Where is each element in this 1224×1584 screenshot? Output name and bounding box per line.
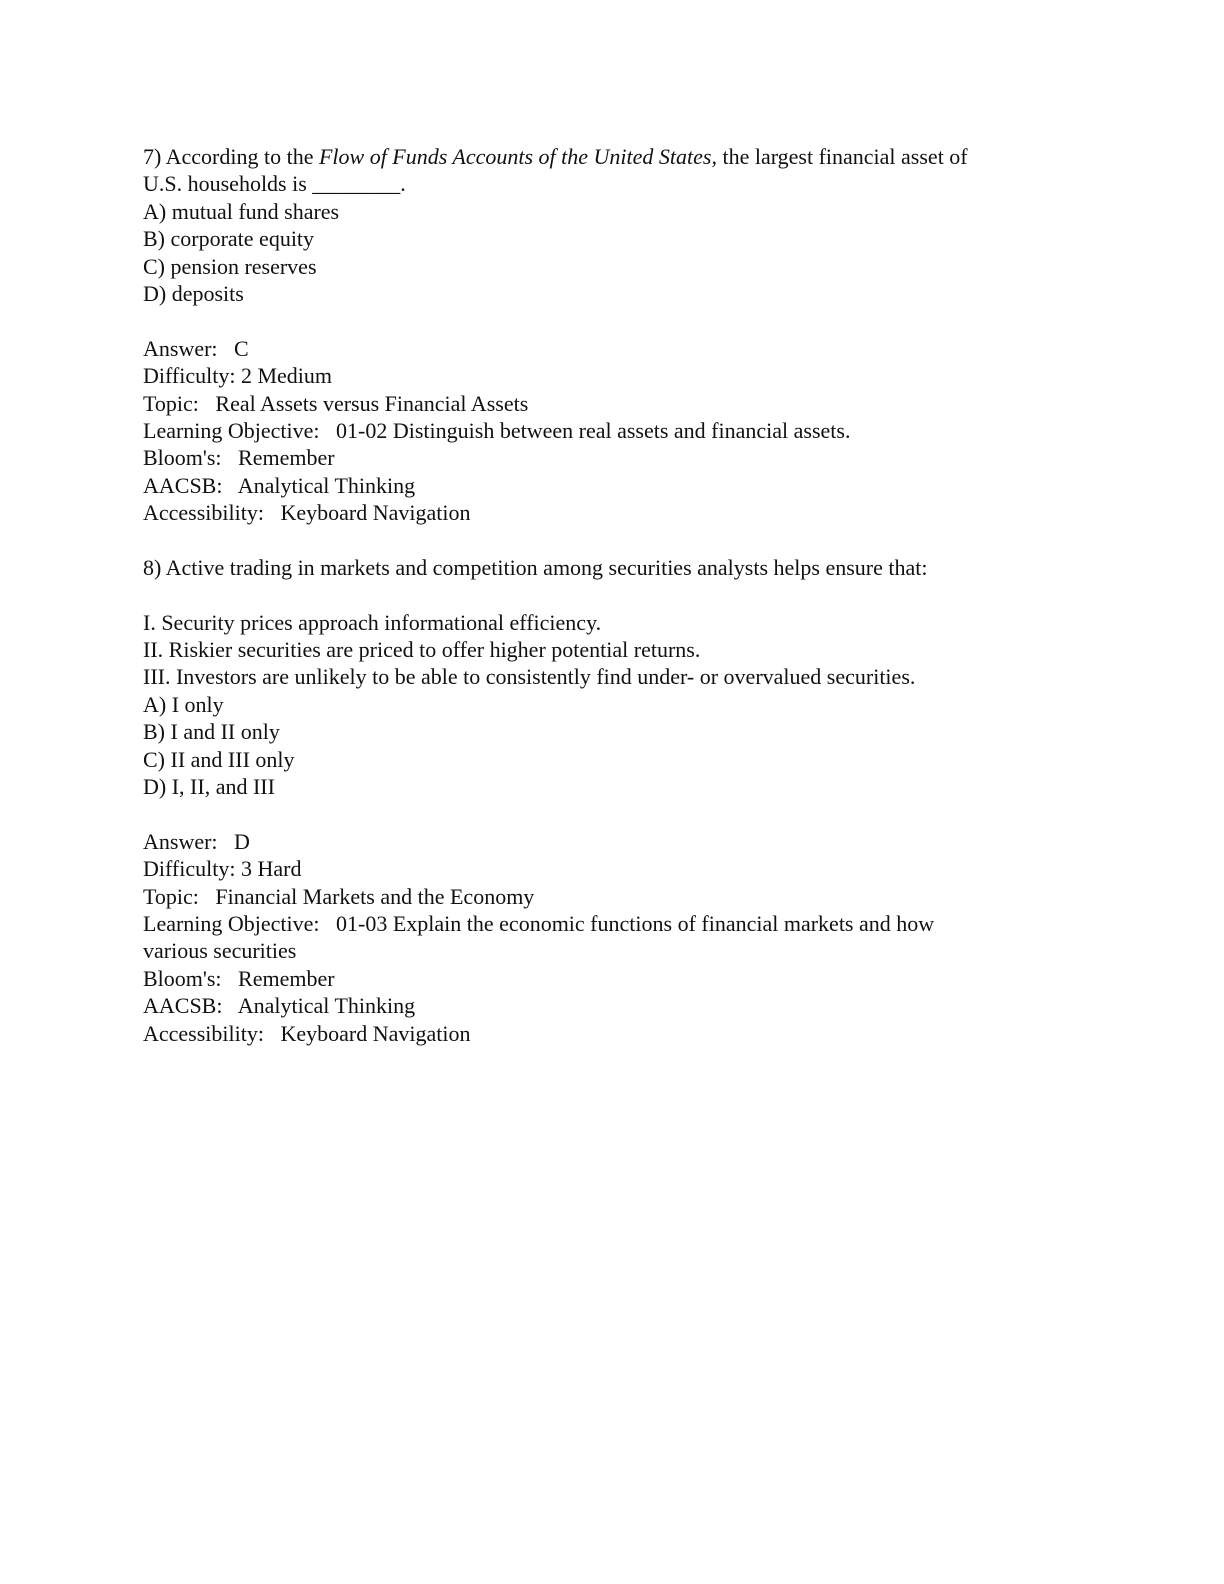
statement: II. Riskier securities are priced to offer higher potential returns. [143, 637, 701, 663]
answer-option: A) mutual fund shares [143, 198, 340, 224]
publication-title: Flow of Funds Accounts of the United States, [318, 144, 717, 169]
aacsb: AACSB: Analytical Thinking [143, 472, 416, 498]
question-7-stem-line2: U.S. households is ________. [143, 171, 406, 197]
answer-key: Answer: D [143, 828, 250, 854]
question-8 [143, 554, 1063, 1047]
answer-option: B) corporate equity [143, 226, 315, 252]
learning-objective: Learning Objective: 01-02 Distinguish between real assets and financial assets. [143, 417, 851, 443]
spacer [143, 800, 1063, 827]
topic: Topic: Financial Markets and the Economy [143, 883, 535, 909]
question-7 [143, 143, 1063, 526]
learning-objective-continued: various securities [143, 938, 297, 964]
answer-option: D) deposits [143, 280, 244, 306]
spacer [143, 526, 1063, 553]
question-8-stem: 8) Active trading in markets and competition among securities analysts helps ensure that: [143, 554, 928, 580]
question-7-stem: 7) According to the Flow of Funds Accounts of the United States, the largest financial asset of [143, 144, 968, 169]
statement: III. Investors are unlikely to be able to consistently find under- or overvalued securities. [143, 664, 916, 690]
answer-option: C) II and III only [143, 746, 295, 772]
difficulty: Difficulty: 3 Hard [143, 856, 302, 882]
difficulty: Difficulty: 2 Medium [143, 363, 333, 389]
answer-option: B) I and II only [143, 719, 280, 745]
answer-key: Answer: C [143, 335, 249, 361]
document-page [143, 143, 1063, 1047]
blooms-level: Bloom's: Remember [143, 965, 335, 991]
aacsb: AACSB: Analytical Thinking [143, 993, 416, 1019]
spacer [143, 307, 1063, 334]
accessibility: Accessibility: Keyboard Navigation [143, 1020, 471, 1046]
answer-option: D) I, II, and III [143, 773, 275, 799]
blooms-level: Bloom's: Remember [143, 445, 335, 471]
topic: Topic: Real Assets versus Financial Assets [143, 390, 529, 416]
answer-option: C) pension reserves [143, 253, 317, 279]
spacer [143, 581, 1063, 608]
statement: I. Security prices approach informational efficiency. [143, 609, 602, 635]
answer-option: A) I only [143, 691, 224, 717]
accessibility: Accessibility: Keyboard Navigation [143, 500, 471, 526]
learning-objective: Learning Objective: 01-03 Explain the economic functions of financial markets and how [143, 910, 935, 936]
